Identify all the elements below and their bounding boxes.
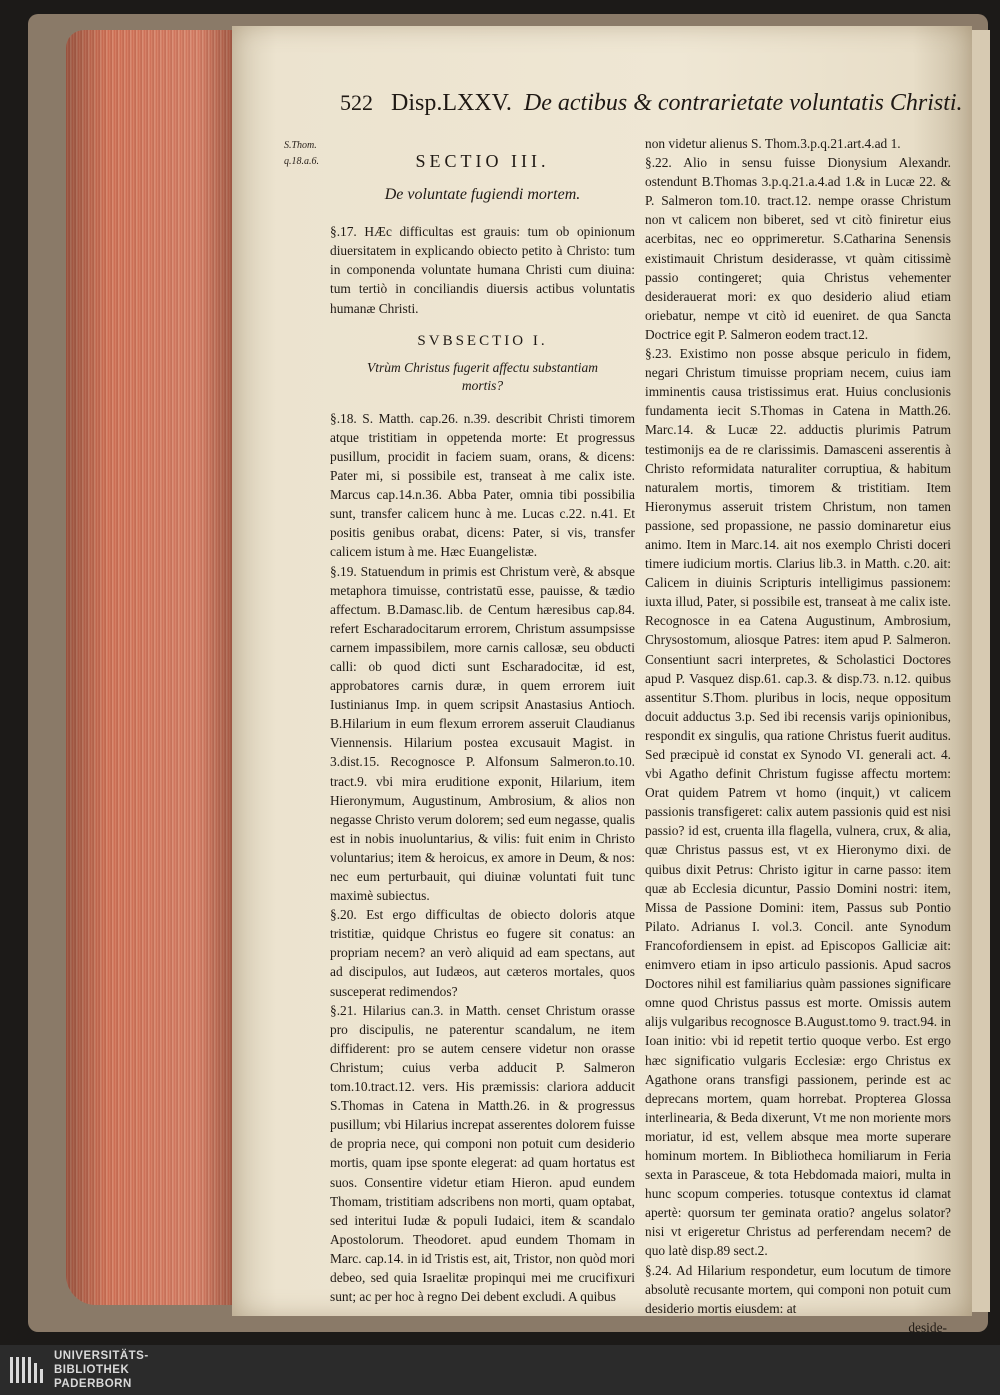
paragraph-22: §.22. Alio in sensu fuisse Dionysium Alexandr. ostendunt B.Thomas 3.p.q.21.a.4.ad 1.& in Lucæ 22. & P. Salmeron tom.10. tract.12. nempe orasse Christum non vt calicem non biberet, sed vt citò finiretur eius acerbitas, nec eo opprimeretur. S.Catharina Senensis existimauit Christum desiderasse, vt quàm citissimè passio contingeret; quia Christus vehementer desiderauerat mori: ex quo desiderio aliud etiam oriebatur, nempe vt citò id eueniret. de qua Sancta Doctrice egit P. Salmeron eodem tract.12. xyxy=(645,155,951,342)
left-column xyxy=(330,144,635,1306)
book-page xyxy=(232,26,972,1335)
facing-page-edge xyxy=(972,30,990,1312)
page-number: 522 xyxy=(340,90,373,115)
paragraph-21-continued: non videtur alienus S. Thom.3.p.q.21.art.4.ad 1. xyxy=(645,136,901,151)
paragraph-20: §.20. Est ergo difficultas de obiecto doloris atque tristitiæ, quidque Christus eo fugere sit conatus: an propriam necem? an verò aliquid ad eam spectans, aut ad discipulos, aut Iudæos, aut cæteros mortales, quos susceperat redimendos? xyxy=(330,907,635,999)
paragraph-24: §.24. Ad Hilarium respondetur, eum locutum de timore absolutè recusante mortem, qui componi non potuit cum desiderio mortis eiusdem: at xyxy=(645,1262,951,1316)
running-title: De actibus & contrarietate voluntatis Christi. xyxy=(523,90,963,116)
paragraph-17: §.17. HÆc difficultas est grauis: tum ob opinionum diuersitatem in explicando obiecto petito à Christo: tum in componenda voluntate humana Christi cum diuina: tum tertiò in conciliandis diuersis actibus voluntatis humanæ Christi. xyxy=(330,224,635,316)
paragraph-21: §.21. Hilarius can.3. in Matth. censet Christum orasse pro discipulis, ne paterentur scandalum, ne item diffiderent: pro se autem censere videtur non orasse Christum; cuius verba adducit P. Salmeron tom.10.tract.12. vers. His præmissis: clariora adducit S.Thomas in Catena in Matth.26. in & progressus pusillum; vbi Hilarius increpat asserentes dolorem fuisse de propria nece, qui componi non potuit cum desiderio mortis, quam ipse sponte elegerat: ad quam hortatus est suos. Consentire videtur etiam Hieron. apud eundem Thomam, tristitiam adscribens non morti, quam optabat, sed interitui Iudæ & populi Iudaici, item & scandalo Apostolorum. Theodoret. apud eundem Thomam in Marc. cap.14. in id Tristis est, ait, Tristor, non quòd mori debeo, sed quia Israelitæ propinqui mei me crucifixuri sunt; ac per hoc à regno Dei debent excludi. A quibus xyxy=(330,1002,635,1305)
disputation-label: Disp.LXXV. xyxy=(391,90,512,116)
margin-note: S.Thom. q.18.a.6. xyxy=(284,140,319,167)
subsection-subtitle: Vtrùm Christus fugerit affectu substantiam mortis? xyxy=(366,359,598,393)
section-heading: SECTIO III. xyxy=(415,151,550,171)
library-logo-icon xyxy=(8,1353,48,1387)
paragraph-18: §.18. S. Matth. cap.26. n.39. describit Christi timorem atque tristitiam in oppetenda morte: Et progressus pusillum, procidit in faciem suam, orans, & dicens: Pater mi, si possibile est, transeat à me calix iste. Marcus cap.14.n.36. Abba Pater, omnia tibi possibilia sunt, transfer calicem hunc à me. Lucas c.22. n.41. Et positis genibus orabat, dicens: Pater, si vis, transfer calicem istum à me. Hæc Euangelistæ. xyxy=(330,410,635,560)
right-column xyxy=(645,134,951,1337)
catchword: deside- xyxy=(908,1319,947,1335)
section-subtitle: De voluntate fugiendi mortem. xyxy=(384,186,581,204)
library-footer xyxy=(0,1345,1000,1395)
running-head xyxy=(340,90,963,126)
subsection-heading: SVBSECTIO I. xyxy=(417,332,548,349)
paragraph-19: §.19. Statuendum in primis est Christum verè, & absque metaphora timuisse, contristatū esse, pauisse, & tædio affectum. B.Damasc.lib. de Centum hæresibus cap.84. refert Escharadocitarum errorem, Christum assumpsisse carnem impassibilem, more carnis callosæ, seu obducti calli: ob quod dicti sunt Escharadocitæ, id est, approbatores carnis duræ, in quem errorem iuit Iustinianus Imp. in quem scripsit Anastasius Antioch. B.Hilarium in eum flexum errorem asseruit Claudianus Viennensis. Hilarium postea excusauit Magist. in 3.dist.15. Recognosce P. Alfonsum Salmeron.to.10. tract.9. vbi mira eruditione exponit, Hilarium, item Hieronymum, Augustinum, Ambrosium, & alios non negasse Christo verum dolorem; sed eum negasse, qualis est in nobis inuoluntarius, & vilis: fuit enim in Christo voluntarius; item & heroicus, ex amore in Deum, & nos: nec eum perturbauit, qui diuinæ voluntati fuit tunc maximè subiectus. xyxy=(330,563,635,904)
paragraph-23: §.23. Existimo non posse absque periculo in fidem, negari Christum timuisse propriam necem, cuius iam imminentis causa tristissimus erat. Huius conclusionis fundamenta iecit S.Thomas in Catena in Matth.26. Marc.14. & Lucæ 22. adductis plurimis Patrum testimonijs ea de re clarissimis. Damasceni asserentis à Christo reformidata naturaliter corruptiua, & habitum naturalem mortis, timorem & tristitiam. Item Hieronymus asseruit tristem Christum, non tamen passione, sed propassione, ne passio dominaretur eius animo. Item in Marc.14. ait nos exemplo Christi doceri timere iudicium mortis. Clarius lib.3. in Matth. c.20. ait: Calicem in diuinis Scripturis intelligimus passionem: iuxta illud, Pater, si possibile est, transeat à me calix iste. Recognosce in ea Catena Augustinum, Ambrosium, Chrysostomum, aliosque Patres: item apud P. Salmeron. Consentiunt sacri interpretes, & Scholastici Doctores apud P. Vasquez disp.61. cap.3. & disp.73. n.12. quibus assentitur S.Thom. pluribus in locis, neque oppositum docuit adductus 3.p. Sed ibi recensis varijs opinionibus, respondit ex singulis, qua ratione Christus fuerit auditus. Sed præcipuè id constat ex Synodo VI. generali act. 4. vbi Agatho definit Christum fugisse affectu mortem: Orat quidem Patrem vt homo (inquit,) vt calicem passionis transfigeret: calix autem passionis quid est nisi passio? id est, cruenta illa flagella, vulnera, crux, & alia, quæ Christus passus est, vt ex Hieronymo dixi. de quibus dixit Petrus: Christo igitur in carne passo: item quæ ab Ecclesia dicuntur, Passio Domini nostri: item, Missa de Passione Domini: item, Passus sub Pontio Pilato. Adrianus I. vol.3. Concil. ante Synodum Francofordiensem in epist. ad Episcopos Galliciæ ait: enimvero etiam in ipso articulo passionis. Apud sacros Doctores nihil est familiarius quàm passiones significare omne quod Christus passus est morte. Omissis autem alijs vulgaribus recognosce B.August.tomo 9. tract.94. in Ioan initio: vbi id repetit tertio quoque verbo. Est ergo hæc significatio vulgaris Ecclesiæ: ergo Christus ex Agathone orans transfigi passionem, perinde est ac deprecans mortem, quam horrebat. Propterea Glossa interlinearia, & Beda dixerunt, Vt me non moriente mors moriatur, id est, vellem absque mea morte superare hominum mortem. In Bibliotheca homiliarum in Feria sexta in Parasceue, & tota Hebdomada maiori, multa in hunc scopum comperies. totusque contextus id clamat apertè: quorsum ter geminata oratio? angelus solator? nisi vt erigeretur Christus ad perferendam necem? de quo latè disp.89 sect.2. xyxy=(645,346,951,1259)
library-name: UNIVERSITÄTS- BIBLIOTHEK PADERBORN xyxy=(54,1350,149,1390)
